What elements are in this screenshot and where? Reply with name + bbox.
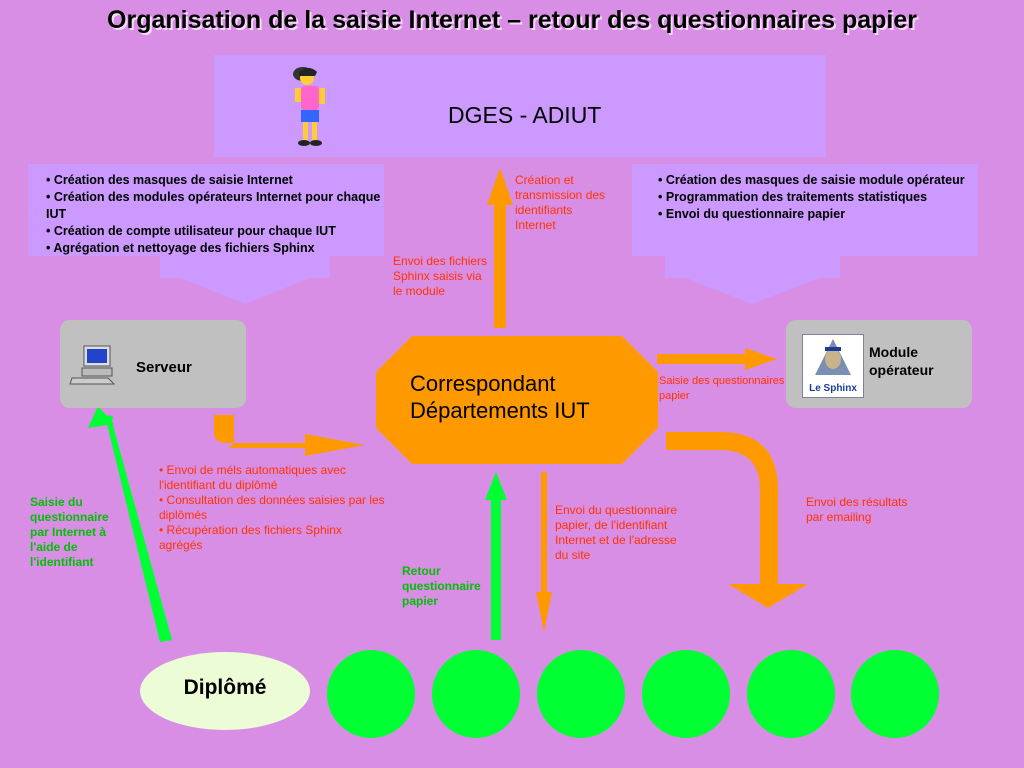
list-item: • Création des masques de saisie Internet bbox=[46, 172, 384, 189]
right-arrow-module bbox=[657, 348, 777, 370]
diplome-label: Diplômé bbox=[183, 676, 267, 699]
serveur-to-correspondant-arrow bbox=[214, 415, 365, 456]
list-item: • Création des modules opérateurs Internet pour chaque IUT bbox=[46, 189, 384, 223]
module-line1: Module bbox=[869, 344, 918, 360]
envoi-fichiers-note: Envoi des fichiers Sphinx saisis via le module bbox=[393, 254, 488, 298]
results-curved-arrow bbox=[666, 432, 808, 608]
list-item: • Agrégation et nettoyage des fichiers Sphinx bbox=[46, 240, 384, 257]
middle-list bbox=[159, 463, 385, 553]
up-arrow-dges bbox=[487, 168, 513, 328]
correspondant-line2: Départements IUT bbox=[410, 398, 590, 423]
green-arrow-correspondant bbox=[485, 472, 507, 640]
correspondant-label bbox=[410, 370, 590, 424]
saisie-internet-note: Saisie du questionnaire par Internet à l'aide de l'identifiant bbox=[30, 495, 109, 569]
serveur-label: Serveur bbox=[136, 359, 192, 376]
envoi-questionnaire-note: Envoi du questionnaire papier, de l'identifiant Internet et de l'adresse du site bbox=[555, 503, 678, 562]
left-tasks-box bbox=[28, 164, 384, 256]
list-item: • Création des masques de saisie module opérateur bbox=[658, 172, 968, 189]
list-item: • Récupération des fichiers Sphinx agrégés bbox=[159, 523, 342, 552]
module-line2: opérateur bbox=[869, 362, 934, 378]
computer-icon bbox=[68, 344, 118, 386]
module-label bbox=[869, 343, 934, 379]
correspondant-line1: Correspondant bbox=[410, 371, 556, 396]
list-item: • Envoi du questionnaire papier bbox=[658, 206, 968, 223]
right-down-arrow bbox=[665, 255, 840, 304]
green-circle bbox=[432, 650, 520, 738]
list-item: • Création de compte utilisateur pour chaque IUT bbox=[46, 223, 384, 240]
green-circle bbox=[327, 650, 415, 738]
down-arrow-questionnaire bbox=[536, 472, 552, 632]
list-item: • Programmation des traitements statistiques bbox=[658, 189, 968, 206]
dges-label: DGES - ADIUT bbox=[448, 102, 602, 128]
right-tasks-box bbox=[632, 164, 978, 256]
list-item: • Consultation des données saisies par les diplômés bbox=[159, 493, 385, 522]
creation-transmission-note: Création et transmission des identifiants Internet bbox=[515, 173, 606, 232]
page-title: Organisation de la saisie Internet – retour des questionnaires papier bbox=[107, 6, 917, 34]
green-circle bbox=[537, 650, 625, 738]
green-circle bbox=[851, 650, 939, 738]
left-down-arrow bbox=[160, 255, 330, 304]
envoi-resultats-note: Envoi des résultats par emailing bbox=[806, 495, 908, 524]
saisie-questionnaires-note: Saisie des questionnaires papier bbox=[659, 375, 785, 402]
list-item: • Envoi de méls automatiques avec l'identifiant du diplômé bbox=[159, 463, 346, 492]
sphinx-logo-icon bbox=[802, 334, 864, 398]
green-circle bbox=[747, 650, 835, 738]
green-circle bbox=[642, 650, 730, 738]
retour-questionnaire-note: Retour questionnaire papier bbox=[402, 564, 481, 608]
sphinx-logo-text: Le Sphinx bbox=[809, 383, 857, 394]
